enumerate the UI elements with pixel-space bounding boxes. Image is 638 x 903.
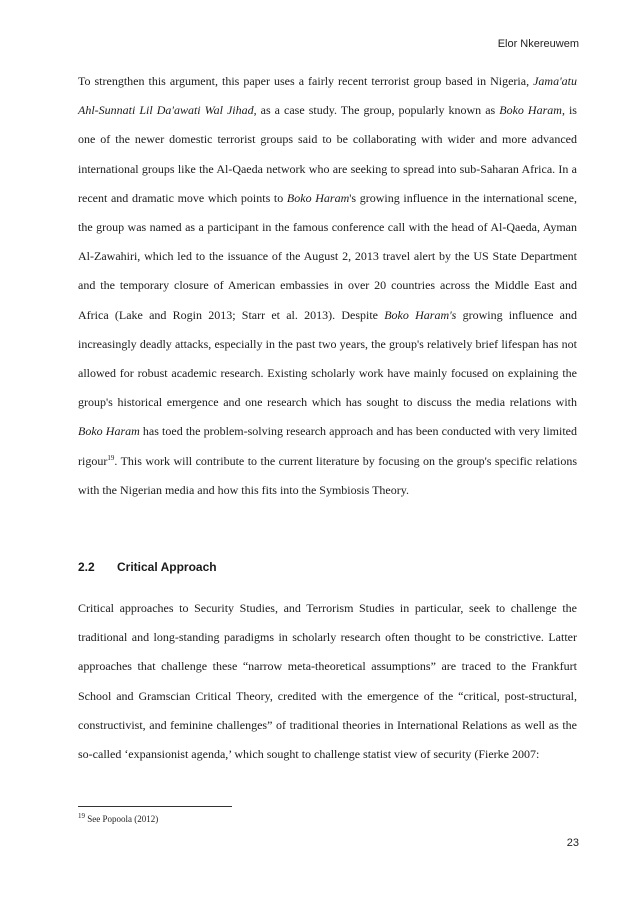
text-run: , is one of the newer domestic terrorist groups said to be collaborating with wider and more advanced international groups like the Al-Qaeda network who are seeking to spread into sub-Saharan Africa. In a recent and dramatic move which points to	[78, 103, 577, 205]
text-run: 's growing influence in the international scene, the group was named as a participant in the famous conference call with the head of Al-Qaeda, Ayman Al-Zawahiri, which led to the issuance of the August 2, 2013 travel alert by the US State Department and the temporary closure of American embassies in over 20 countries across the Middle East and Africa (Lake and Rogin 2013; Starr et al. 2013). Despite	[78, 190, 577, 322]
running-header-author: Elor Nkereuwem	[497, 38, 579, 50]
group-name: Boko Haram's	[384, 307, 457, 322]
body-paragraph-2: Critical approaches to Security Studies, and Terrorism Studies in particular, seek to challenge the traditional and long-standing paradigms in scholarly research often thought to be constrictive. Latter approaches that challenge these “narrow meta-theoretical assumptions” are traced to the Frankfurt School and Gramscian Critical Theory, credited with the emergence of the “critical, post-structural, constructivist, and feminine challenges” of traditional theories in International Relations as well as the so-called ‘expansionist agenda,’ which sought to challenge statist view of security (Fierke 2007:	[78, 601, 577, 762]
text-run: To strengthen this argument, this paper uses a fairly recent terrorist group based in Nigeria,	[78, 74, 534, 88]
text-run: , as a case study. The group, popularly known as	[253, 103, 500, 118]
footnote-reference: 19	[107, 453, 115, 462]
text-run: . This work will contribute to the current literature by focusing on the group's specific relations with the Nigerian media and how this fits into the Symbiosis Theory.	[78, 453, 577, 497]
group-full-name: Jama'atu Ahl-Sunnati Lil Da'awati Wal Jihad	[78, 74, 577, 118]
group-name: Boko Haram	[499, 103, 562, 118]
text-run: growing influence and increasingly deadly attacks, especially in the past two years, the group's relatively brief lifespan has not allowed for robust academic research. Existing scholarly work have mainly focused on explaining the group's historical emergence and one research which has sought to discuss the media relations with	[78, 307, 577, 410]
text-run: has toed the problem-solving research approach and has been conducted with very limited rigour	[78, 424, 577, 468]
body-paragraph-1	[78, 67, 577, 505]
group-name: Boko Haram	[286, 190, 350, 205]
section-title: Critical Approach	[117, 560, 217, 574]
footnote-text: See Popoola (2012)	[85, 814, 159, 824]
group-name: Boko Haram	[78, 424, 140, 439]
section-number: 2.2	[78, 560, 95, 574]
footnote-divider	[78, 806, 232, 807]
page-number: 23	[566, 837, 579, 849]
section-heading	[78, 560, 217, 574]
footnote-number: 19	[78, 812, 85, 820]
footnote	[78, 814, 158, 824]
